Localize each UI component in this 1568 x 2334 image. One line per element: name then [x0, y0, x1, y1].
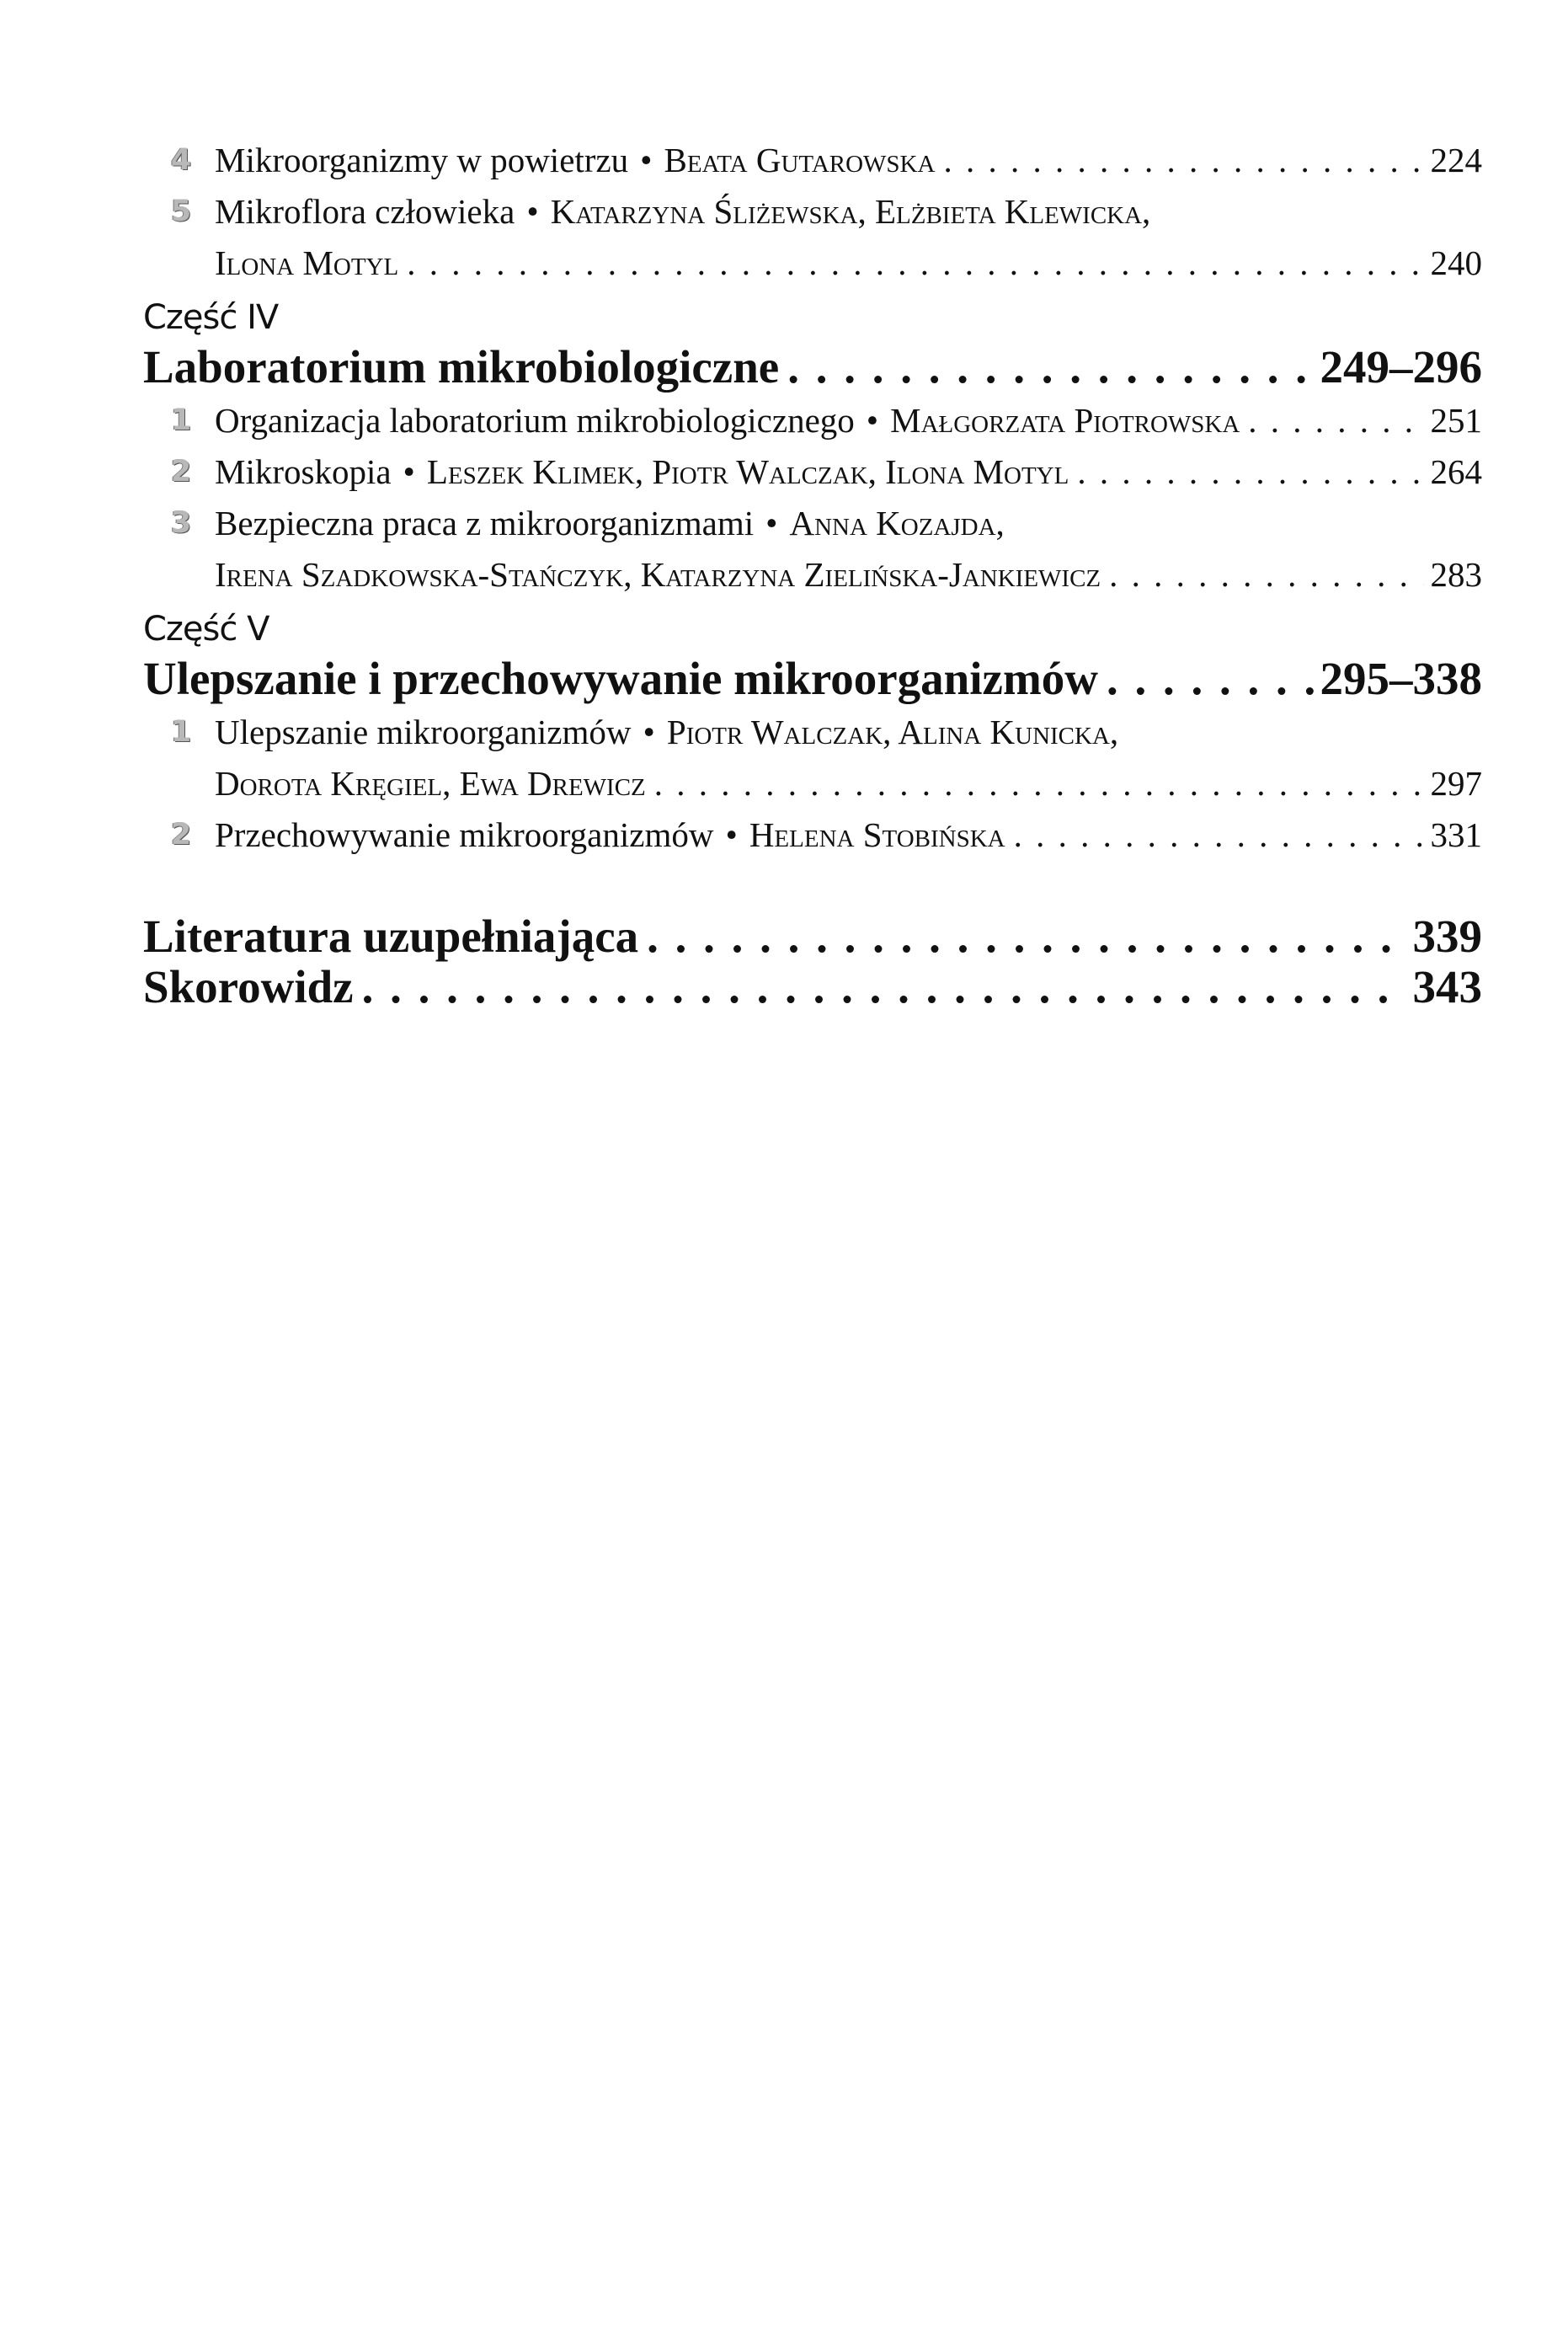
- toc-entry-line: [215, 186, 1482, 238]
- chapter-authors: Ilona Motyl: [215, 243, 399, 282]
- bullet-separator: •: [526, 192, 539, 231]
- chapter-title: Mikroflora człowieka: [215, 192, 515, 231]
- page-number: 331: [1430, 815, 1482, 854]
- chapter-authors: Małgorzata Piotrowska: [890, 401, 1240, 440]
- dot-leader: [943, 135, 1423, 186]
- chapter-authors: Katarzyna Śliżewska, Elżbieta Klewicka,: [550, 192, 1151, 231]
- toc-entry: [143, 395, 1482, 446]
- chapter-authors: Irena Szadkowska-Stańczyk, Katarzyna Zielińska-Jankiewicz: [215, 555, 1101, 594]
- section-spacer: [143, 861, 1482, 911]
- chapter-authors: Leszek Klimek, Piotr Walczak, Ilona Motyl: [426, 452, 1069, 491]
- dot-leader: [787, 339, 1313, 395]
- page-number: 240: [1430, 243, 1482, 282]
- dot-leader: [407, 238, 1423, 289]
- page-number: 283: [1430, 555, 1482, 594]
- table-of-contents: [143, 135, 1482, 1012]
- chapter-authors: Helena Stobińska: [749, 815, 1005, 854]
- bullet-separator: •: [765, 504, 778, 542]
- chapter-authors: Beata Gutarowska: [664, 141, 936, 179]
- toc-entry-line: [215, 238, 1482, 289]
- chapter-title: Bezpieczna praca z mikroorganizmami: [215, 504, 755, 542]
- bullet-separator: •: [866, 401, 879, 440]
- dot-leader: [1107, 651, 1314, 707]
- part-title: [143, 339, 1482, 395]
- toc-entry: [143, 446, 1482, 498]
- chapter-number: 2: [170, 455, 192, 489]
- chapter-number: 5: [170, 195, 192, 228]
- bullet-separator: •: [403, 452, 415, 491]
- page-number: 297: [1430, 764, 1482, 803]
- back-matter-entry: [143, 962, 1482, 1012]
- chapter-title: Przechowywanie mikroorganizmów: [215, 815, 714, 854]
- part-label: Część IV: [143, 298, 279, 337]
- toc-entry-line: [215, 758, 1482, 809]
- chapter-number: 2: [170, 818, 192, 852]
- chapter-number: 4: [170, 143, 192, 177]
- page-number: 343: [1412, 961, 1482, 1012]
- bullet-separator: •: [725, 815, 738, 854]
- dot-leader: [1248, 395, 1423, 446]
- page-number: 339: [1412, 911, 1482, 962]
- toc-entry: [143, 707, 1482, 809]
- page-number: 224: [1430, 141, 1482, 179]
- page-number: 264: [1430, 452, 1482, 491]
- part-title: [143, 651, 1482, 707]
- dot-leader: [647, 911, 1405, 962]
- chapter-title: Mikroorganizmy w powietrzu: [215, 141, 629, 179]
- chapter-title: Ulepszanie mikroorganizmów: [215, 713, 632, 751]
- chapter-number: 1: [170, 403, 192, 437]
- toc-entry: [143, 498, 1482, 601]
- bullet-separator: •: [643, 713, 655, 751]
- chapter-title: Mikroskopia: [215, 452, 392, 491]
- chapter-authors: Piotr Walczak, Alina Kunicka,: [666, 713, 1119, 751]
- dot-leader: [1109, 549, 1423, 601]
- toc-entry: [143, 135, 1482, 186]
- chapter-number: 1: [170, 715, 192, 749]
- page-range: 295–338: [1320, 653, 1482, 704]
- bullet-separator: •: [640, 141, 653, 179]
- back-matter-title: Literatura uzupełniająca: [143, 911, 639, 962]
- part-label: Część V: [143, 610, 269, 649]
- part-title-text: Laboratorium mikrobiologiczne: [143, 341, 780, 393]
- back-matter-entry: [143, 911, 1482, 962]
- chapter-authors: Anna Kozajda,: [789, 504, 1005, 542]
- toc-entry-line: [215, 498, 1482, 549]
- dot-leader: [1077, 446, 1423, 498]
- chapter-number: 3: [170, 506, 192, 540]
- back-matter-title: Skorowidz: [143, 961, 354, 1012]
- toc-entry-line: [215, 707, 1482, 758]
- dot-leader: [1014, 809, 1424, 861]
- part-title-text: Ulepszanie i przechowywanie mikroorganizmów: [143, 653, 1098, 704]
- page-number: 251: [1430, 401, 1482, 440]
- chapter-authors: Dorota Kręgiel, Ewa Drewicz: [215, 764, 646, 803]
- toc-entry: [143, 809, 1482, 861]
- page-range: 249–296: [1320, 341, 1482, 393]
- toc-entry: [143, 186, 1482, 289]
- toc-entry-line: [215, 549, 1482, 601]
- dot-leader: [362, 962, 1406, 1012]
- dot-leader: [654, 758, 1424, 809]
- chapter-title: Organizacja laboratorium mikrobiologicznego: [215, 401, 855, 440]
